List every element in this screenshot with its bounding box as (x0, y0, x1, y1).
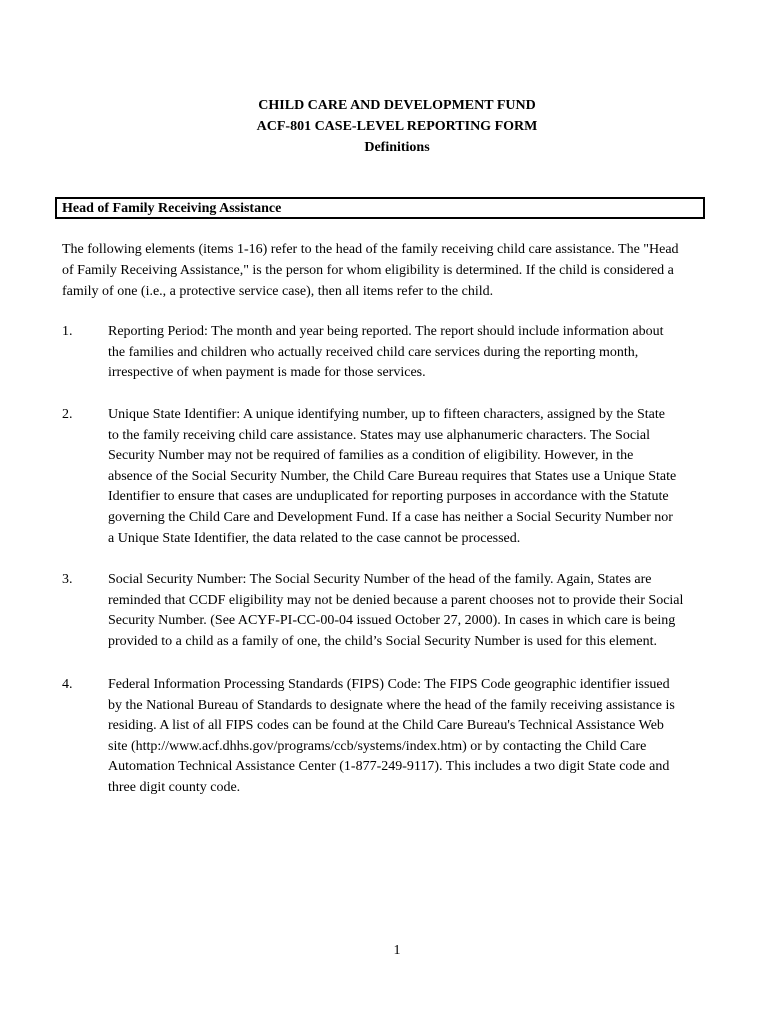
item-line: Security Number may not be required of families as a condition of eligibility. However, in the (108, 448, 634, 464)
item-line: three digit county code. (108, 779, 241, 795)
item-line: provided to a child as a family of one, the child’s Social Security Number is used for this element. (108, 633, 657, 649)
item-line: a Unique State Identifier, the data related to the case cannot be processed. (108, 530, 521, 546)
title-line-2: ACF-801 CASE-LEVEL REPORTING FORM (256, 119, 538, 134)
item-line: site (http://www.acf.dhhs.gov/programs/ccb/systems/index.htm) or by contacting the Child Care (108, 738, 647, 754)
intro-line: family of one (i.e., a protective service case), then all items refer to the child. (62, 284, 494, 299)
item-text (108, 405, 738, 549)
item-line: reminded that CCDF eligibility may not be denied because a parent chooses not to provide their Social (108, 592, 684, 608)
item-line: residing. A list of all FIPS codes can be found at the Child Care Bureau's Technical Assistance Web (108, 718, 664, 734)
title-line-3: Definitions (364, 140, 430, 155)
intro-paragraph (62, 239, 734, 302)
section-heading-box (55, 197, 705, 219)
item-line: Reporting Period: The month and year being reported. The report should include information about (108, 324, 664, 339)
page-number: 1 (393, 943, 401, 958)
item-line: Unique State Identifier: A unique identifying number, up to fifteen characters, assigned by the State (108, 407, 665, 422)
item-line: Identifier to ensure that cases are unduplicated for reporting purposes in accordance with the Statute (108, 489, 669, 505)
item-number: 1. (62, 324, 73, 339)
item-line: Automation Technical Assistance Center (1-877-249-9117). This includes a two digit State code and (108, 759, 670, 775)
item-text (108, 570, 738, 652)
item-line: the families and children who actually received child care services during the reporting month, (108, 344, 639, 360)
document-title (0, 95, 770, 158)
item-number: 4. (62, 677, 73, 692)
title-line-1: CHILD CARE AND DEVELOPMENT FUND (258, 98, 536, 113)
intro-line: The following elements (items 1-16) refer to the head of the family receiving child care assistance. The "Head (62, 242, 679, 257)
item-line: absence of the Social Security Number, the Child Care Bureau requires that States use a Unique State (108, 468, 677, 484)
item-line: Security Number. (See ACYF-PI-CC-00-04 issued October 27, 2000). In cases in which care is being (108, 613, 676, 629)
section-heading: Head of Family Receiving Assistance (62, 201, 282, 216)
intro-line: of Family Receiving Assistance," is the person for whom eligibility is determined. If the child is considered a (62, 263, 674, 278)
item-line: by the National Bureau of Standards to designate where the head of the family receiving assistance is (108, 697, 675, 713)
item-line: governing the Child Care and Development Fund. If a case has neither a Social Security Number nor (108, 509, 673, 525)
item-line: irrespective of when payment is made for those services. (108, 365, 426, 381)
item-text (108, 675, 738, 799)
item-line: Social Security Number: The Social Security Number of the head of the family. Again, States are (108, 572, 652, 587)
item-line: to the family receiving child care assistance. States may use alphanumeric characters. The Social (108, 427, 651, 443)
item-text (108, 322, 738, 384)
item-number: 3. (62, 572, 73, 587)
item-line: Federal Information Processing Standards (FIPS) Code: The FIPS Code geographic identifier issued (108, 677, 670, 692)
item-number: 2. (62, 407, 73, 422)
